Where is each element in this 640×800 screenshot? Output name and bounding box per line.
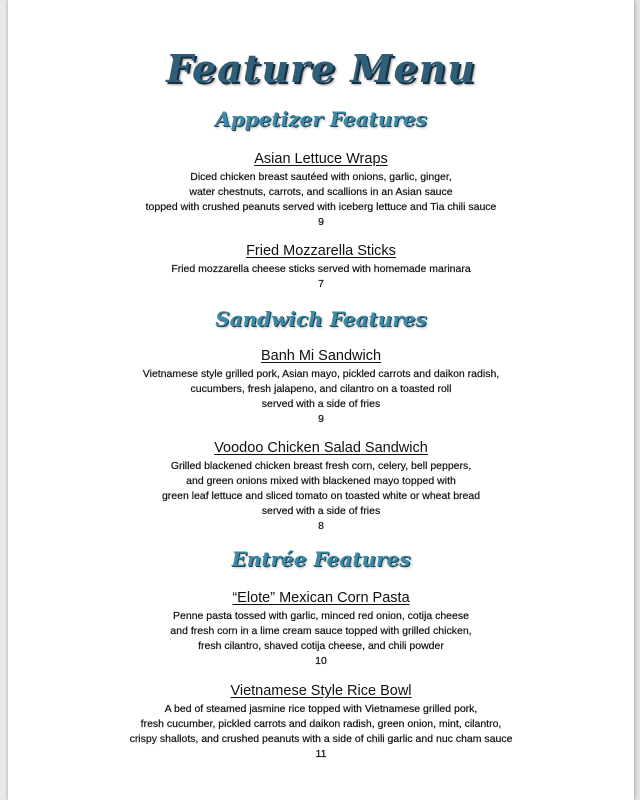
item-price: 9 — [318, 216, 324, 228]
item-description-line: topped with crushed peanuts served with iceberg lettuce and Tia chili sauce — [145, 201, 497, 213]
item-description-line: served with a side of fries — [261, 505, 381, 517]
item-description-line: green leaf lettuce and sliced tomato on toasted white or wheat bread — [161, 490, 481, 502]
menu-page — [8, 0, 634, 800]
item-price: 10 — [315, 655, 327, 667]
item-name: Fried Mozzarella Sticks — [246, 243, 396, 259]
item-description — [8, 609, 634, 654]
menu-item-asian-lettuce-wraps — [8, 150, 634, 229]
item-description-line: fresh cilantro, shaved cotija cheese, and chili powder — [198, 640, 444, 652]
item-description — [8, 170, 634, 215]
menu-item-vietnamese-style-rice-bowl — [8, 682, 634, 761]
item-description-line: crispy shallots, and crushed peanuts with a side of chili garlic and nuc cham sauce — [129, 733, 513, 745]
item-description-line: Vietnamese style grilled pork, Asian mayo, pickled carrots and daikon radish, — [142, 368, 500, 380]
menu-title: Feature Menu — [166, 46, 476, 91]
item-name: Vietnamese Style Rice Bowl — [230, 683, 412, 699]
section-title-entree: Entrée Features — [231, 547, 411, 571]
item-description-line: served with a side of fries — [261, 398, 381, 410]
item-name: “Elote” Mexican Corn Pasta — [232, 590, 410, 606]
item-description — [8, 702, 634, 747]
item-description-line: cucumbers, fresh jalapeno, and cilantro on a toasted roll — [190, 383, 452, 395]
item-price: 9 — [318, 413, 324, 425]
item-name: Asian Lettuce Wraps — [254, 151, 388, 167]
item-description-line: and green onions mixed with blackened mayo topped with — [186, 475, 456, 487]
item-description-line: fresh cucumber, pickled carrots and daikon radish, green onion, mint, cilantro, — [140, 718, 502, 730]
item-description-line: and fresh corn in a lime cream sauce topped with grilled chicken, — [170, 625, 472, 637]
menu-item-voodoo-chicken-salad-sandwich — [8, 439, 634, 533]
item-price: 8 — [318, 520, 324, 532]
item-name: Banh Mi Sandwich — [260, 348, 382, 364]
item-description-line: Fried mozzarella cheese sticks served with homemade marinara — [171, 263, 471, 275]
item-price: 11 — [315, 748, 327, 760]
item-description-line: Diced chicken breast sautéed with onions, garlic, ginger, — [190, 171, 452, 183]
menu-item-elote-mexican-corn-pasta — [8, 589, 634, 668]
item-description-line: Penne pasta tossed with garlic, minced red onion, cotija cheese — [173, 610, 469, 622]
menu-item-fried-mozzarella-sticks — [8, 242, 634, 291]
menu-item-banh-mi-sandwich — [8, 347, 634, 426]
item-description — [8, 262, 634, 277]
item-description-line: water chestnuts, carrots, and scallions in an Asian sauce — [189, 186, 453, 198]
item-description — [8, 459, 634, 519]
item-name: Voodoo Chicken Salad Sandwich — [214, 440, 428, 456]
section-title-sandwich: Sandwich Features — [215, 307, 427, 331]
item-description-line: Grilled blackened chicken breast fresh corn, celery, bell peppers, — [170, 460, 472, 472]
item-description-line: A bed of steamed jasmine rice topped with Vietnamese grilled pork, — [164, 703, 478, 715]
item-description — [8, 367, 634, 412]
item-price: 7 — [318, 278, 324, 290]
section-title-appetizer: Appetizer Features — [215, 107, 427, 131]
